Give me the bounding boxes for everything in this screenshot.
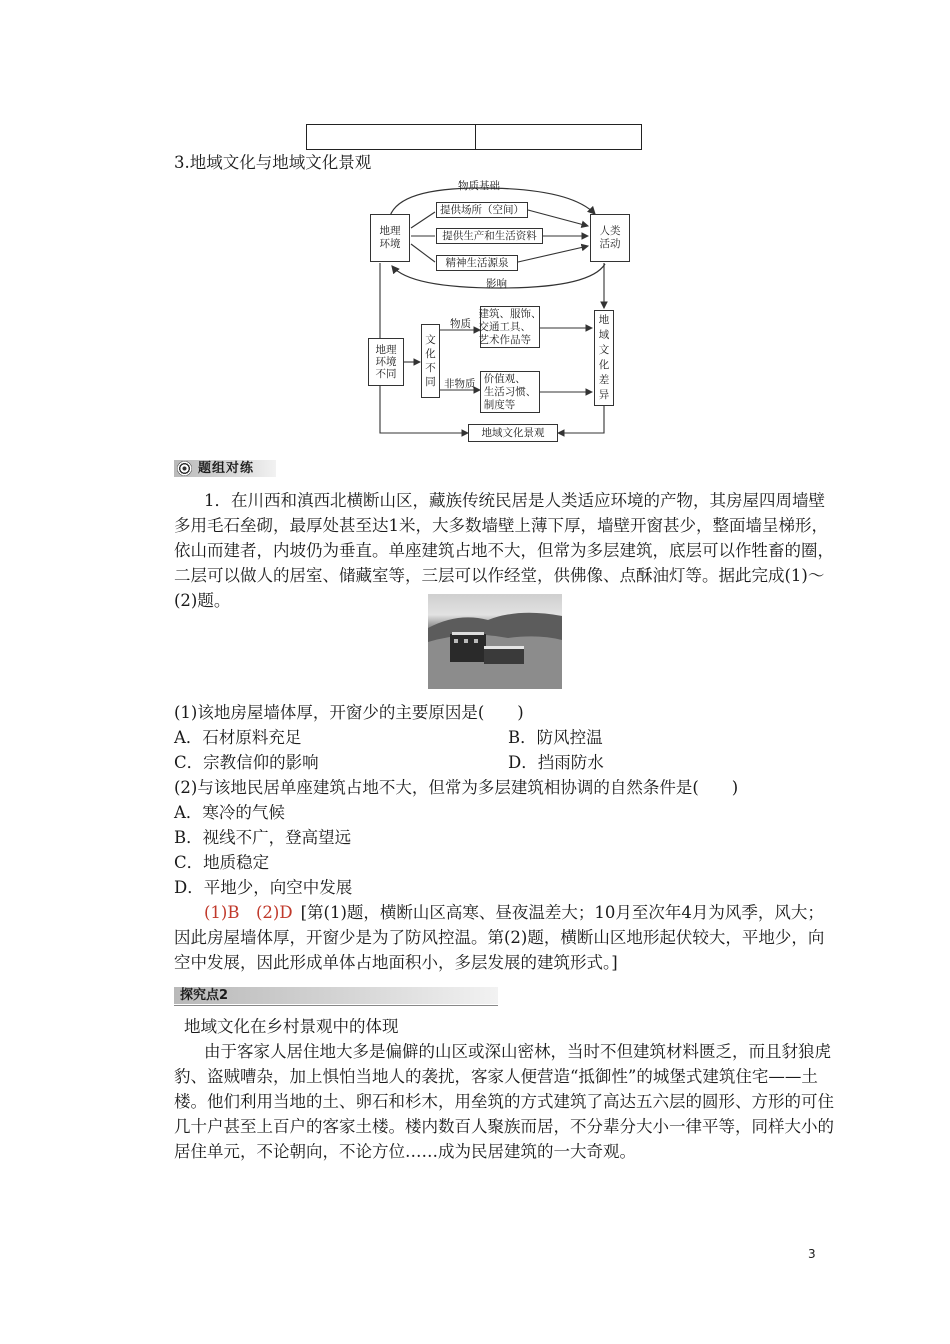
q1-1-option-a[interactable]: A．石材原料充足 bbox=[174, 728, 302, 747]
q1-2-option-d[interactable]: D．平地少，向空中发展 bbox=[174, 878, 353, 897]
q1-2-option-a[interactable]: A．寒冷的气候 bbox=[174, 803, 285, 822]
table-divider bbox=[475, 125, 476, 149]
tibetan-house-photo bbox=[428, 594, 562, 689]
explore-banner bbox=[174, 987, 498, 1004]
target-icon bbox=[177, 461, 192, 476]
geo-env-different-box bbox=[368, 338, 404, 386]
geo-environment-text: 地理 环境 bbox=[379, 225, 401, 250]
human-activity-box bbox=[590, 214, 630, 262]
q1-2-option-b[interactable]: B．视线不广，登高望远 bbox=[174, 828, 352, 847]
q1-1-option-c[interactable]: C．宗教信仰的影响 bbox=[174, 753, 319, 772]
culture-diagram bbox=[360, 178, 630, 446]
box-spiritual-source-text: 精神生活源泉 bbox=[445, 256, 509, 269]
box-material-items bbox=[480, 306, 540, 348]
label-nonmaterial: 非物质 bbox=[444, 378, 476, 390]
q1-2-stem: (2)与该地民居单座建筑占地不大，但常为多层建筑相协调的自然条件是( ) bbox=[174, 778, 739, 797]
box-spiritual-source bbox=[436, 255, 518, 271]
human-activity-text: 人类 活动 bbox=[599, 225, 621, 250]
box-provide-place bbox=[436, 202, 528, 218]
regional-culture-diff-text: 地 域 文 化 差 异 bbox=[598, 314, 610, 401]
box-nonmaterial-items bbox=[480, 371, 540, 413]
explore-banner-label: 探究点2 bbox=[180, 988, 229, 1003]
practice-banner bbox=[174, 460, 276, 477]
box-provide-place-text: 提供场所（空间） bbox=[440, 203, 524, 216]
table-remnant bbox=[306, 124, 642, 150]
q1-2-option-c[interactable]: C．地质稳定 bbox=[174, 853, 270, 872]
q1-1-stem: (1)该地房屋墙体厚，开窗少的主要原因是( ) bbox=[174, 703, 524, 722]
practice-banner-label: 题组对练 bbox=[198, 461, 255, 476]
explore-paragraph: 由于客家人居住地大多是偏僻的山区或深山密林，当时不但建筑材料匮乏，而且豺狼虎豹、盗贼嘈杂，加上惧怕当地人的袭扰，客家人便营造“抵御性”的城堡式建筑住宅——土楼。他们利用当地的土、卵石和杉木，用垒筑的方式建筑了高达五六层的圆形、方形的可住几十户甚至上百户的客家土楼。楼内数百人聚族而居，不分辈分大小一律平等，同样大小的居住单元，不论朝向，不论方位……成为民居建筑的一大奇观。 bbox=[174, 1042, 834, 1161]
geo-environment-box bbox=[370, 214, 410, 262]
geo-env-different-text: 地理 环境 不同 bbox=[375, 344, 397, 380]
culture-different-box bbox=[421, 324, 440, 398]
culture-different-text: 文 化 不 同 bbox=[425, 334, 436, 388]
box-material-items-text: 建筑、服饰、 交通工具、 艺术作品等 bbox=[478, 307, 542, 346]
question-1-stem: 1．在川西和滇西北横断山区，藏族传统民居是人类适应环境的产物，其房屋四周墙壁多用毛石垒砌，最厚处甚至达1米，大多数墙壁上薄下厚，墙壁开窗甚少，整面墙呈梯形，依山而建者，内坡仍为垂直。单座建筑占地不大，但常为多层建筑，底层可以作牲畜的圈，二层可以做人的居室、储藏室等，三层可以作经堂，供佛像、点酥油灯等。据此完成(1)～(2)题。 bbox=[174, 491, 834, 610]
box-nonmaterial-items-text: 价值观、 生活习惯、 制度等 bbox=[483, 372, 537, 411]
explore-banner-underline bbox=[174, 1005, 498, 1007]
section-title: 3.地域文化与地域文化景观 bbox=[174, 153, 372, 172]
arrow-label-influence: 影响 bbox=[486, 278, 507, 290]
arrow-label-material-basis: 物质基础 bbox=[458, 180, 500, 192]
photo-scene bbox=[428, 594, 562, 689]
regional-landscape-box bbox=[468, 424, 558, 442]
regional-culture-diff-box bbox=[594, 310, 614, 406]
regional-landscape-text: 地域文化景观 bbox=[481, 426, 545, 439]
answer-block bbox=[174, 900, 840, 975]
box-provide-resources-text: 提供生产和生活资料 bbox=[442, 229, 537, 242]
page-number: 3 bbox=[808, 1247, 816, 1261]
q1-1-option-b[interactable]: B．防风控温 bbox=[508, 728, 603, 747]
answer-explanation: [第(1)题，横断山区高寒、昼夜温差大；10月至次年4月为风季，风大；因此房屋墙体厚，开窗少是为了防风控温。第(2)题，横断山区地形起伏较大，平地少，向空中发展，因此形成单体占地面积小，多层发展的建筑形式。] bbox=[174, 903, 825, 972]
box-provide-resources bbox=[436, 228, 543, 244]
explore-title: 地域文化在乡村景观中的体现 bbox=[184, 1017, 399, 1036]
q1-1-option-d[interactable]: D．挡雨防水 bbox=[508, 753, 604, 772]
answer-key: (1)B (2)D bbox=[204, 903, 293, 922]
label-material: 物质 bbox=[450, 318, 471, 330]
